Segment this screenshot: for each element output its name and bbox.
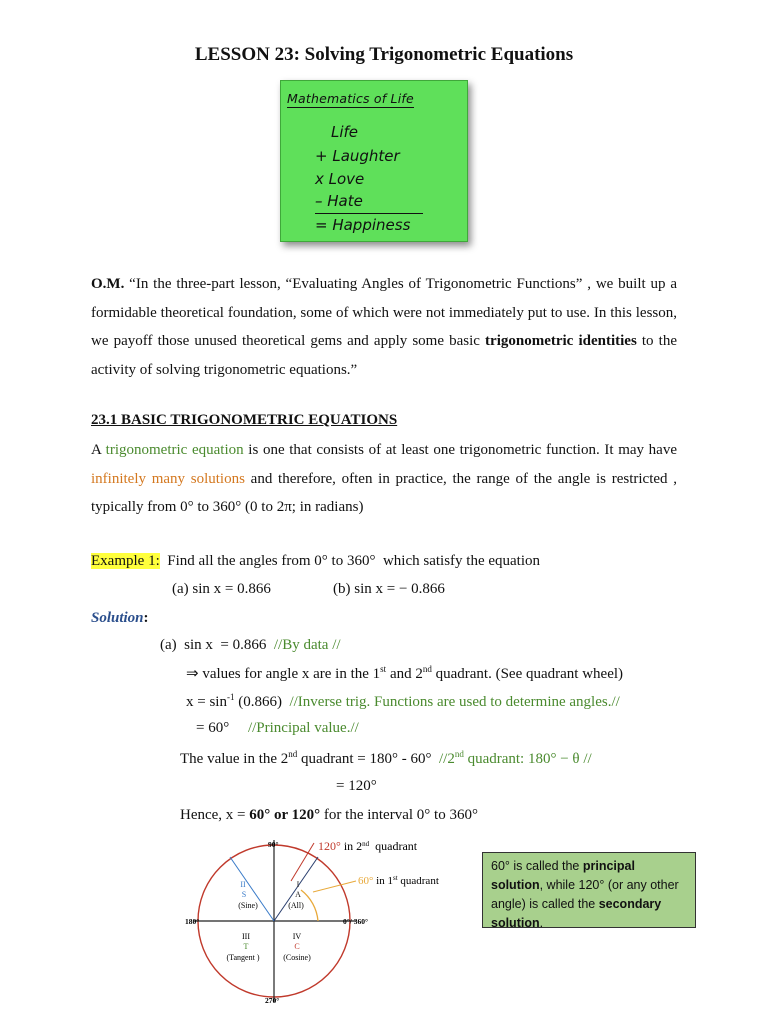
pointer-120 xyxy=(291,843,314,881)
pointer-60 xyxy=(313,881,356,892)
comment: //Inverse trig. Functions are used to determine angles.// xyxy=(289,694,620,710)
sup: nd xyxy=(362,840,370,848)
bold: principal solution xyxy=(491,859,635,892)
example-prompt: Find all the angles from 0° to 360° which satisfy the equation xyxy=(159,553,541,569)
text: for the interval 0° to 360° xyxy=(320,807,478,823)
text: (a) sin x = 0.866 xyxy=(160,637,274,653)
text: ⇒ values for angle x are in the 1 xyxy=(186,666,381,682)
om-text: “In the three-part lesson, “Evaluating Angles of Trigonometric Functions” , we built up a formidable theoretical foundation, some of which were not immediately put to use. In this lesson, we payoff those unused theoretical gems and apply some basic xyxy=(91,276,677,349)
q3-number: III xyxy=(242,932,250,941)
bold: secondary solution xyxy=(491,897,662,930)
q3-word: (Tangent ) xyxy=(226,953,260,962)
section-heading: 23.1 BASIC TRIGONOMETRIC EQUATIONS xyxy=(91,412,398,428)
text: //2 xyxy=(438,751,455,767)
q4-number: IV xyxy=(292,932,302,941)
om-paragraph xyxy=(91,270,677,384)
text: and 2 xyxy=(386,666,423,682)
q1-letter: A xyxy=(295,890,301,899)
text: 120° xyxy=(318,839,341,853)
q2-letter: S xyxy=(241,890,247,899)
term-infinite-solutions: infinitely many solutions xyxy=(91,470,245,487)
text: (0.866) xyxy=(234,694,290,710)
text: quadrant. (See quadrant wheel) xyxy=(431,666,624,682)
text: is one that consists of at least one trigonometric function. It may have xyxy=(243,442,677,458)
text: 60° xyxy=(358,875,374,887)
sup: nd xyxy=(288,749,298,759)
q4-letter: C xyxy=(294,942,300,951)
comment: //Principal value.// xyxy=(247,720,359,736)
q4-word: (Cosine) xyxy=(283,953,311,962)
text: , while 120° (or any other angle) is called the xyxy=(491,878,679,911)
principal-solution-callout xyxy=(482,852,696,928)
example-line xyxy=(91,553,540,570)
solution-label-line xyxy=(91,610,149,627)
sup: -1 xyxy=(226,692,235,702)
q2-word: (Sine) xyxy=(238,901,258,910)
note-heading: Mathematics of Life xyxy=(287,91,414,106)
label-270: 270° xyxy=(265,996,280,1005)
note-line: Life xyxy=(331,123,359,141)
comment: //By data // xyxy=(273,637,341,653)
term-trig-equation: trigonometric equation xyxy=(105,442,244,458)
solution-step-3 xyxy=(186,692,620,711)
text: . xyxy=(539,916,544,930)
text: in 2 xyxy=(340,839,363,853)
note-line: + Laughter xyxy=(315,147,400,165)
sup: st xyxy=(380,664,387,674)
solution-step-5 xyxy=(180,749,592,768)
solution-step-4 xyxy=(196,720,359,737)
note-divider xyxy=(315,213,423,214)
page-title: LESSON 23: Solving Trigonometric Equations xyxy=(194,44,574,65)
text: quadrant xyxy=(369,839,418,853)
text: Hence, x = xyxy=(180,807,250,823)
text: The value in the 2 xyxy=(180,751,289,767)
om-bold-term: trigonometric identities xyxy=(485,333,637,349)
solution-step-1 xyxy=(160,637,341,654)
note-line: = Happiness xyxy=(315,216,411,234)
angle-ray-60 xyxy=(274,857,318,921)
example-part-b: (b) sin x = − 0.866 xyxy=(333,581,445,597)
angle-ray-120 xyxy=(230,857,274,921)
text: quadrant xyxy=(397,875,439,887)
colon: : xyxy=(143,610,149,626)
label-360: 0°/ 360° xyxy=(343,917,368,926)
om-lead: O.M. xyxy=(91,276,125,292)
q1-number: I xyxy=(296,880,300,889)
om-text-end: to the activity of solving trigonometric equations.” xyxy=(91,333,677,378)
q3-letter: T xyxy=(243,942,249,951)
note-line: x Love xyxy=(315,170,365,188)
text: and therefore, often in practice, the range of the angle is restricted , typically from 0° to 360° (0 to 2π; in radians) xyxy=(91,470,677,515)
example-label: Example 1: xyxy=(91,553,160,569)
section-paragraph xyxy=(91,436,677,522)
text: A xyxy=(91,442,106,458)
solution-conclusion xyxy=(180,807,478,824)
q1-word: (All) xyxy=(288,901,304,910)
text: x = sin xyxy=(186,694,227,710)
solution-step-6: = 120° xyxy=(336,778,377,794)
solution-step-2 xyxy=(186,664,623,683)
text: 60° is called the xyxy=(491,859,583,873)
annotation-120 xyxy=(318,839,418,853)
text: quadrant: 180° − θ // xyxy=(463,751,592,767)
sup: nd xyxy=(422,664,432,674)
note-line: – Hate xyxy=(315,192,363,210)
comment xyxy=(439,751,592,767)
sup: st xyxy=(392,874,398,882)
label-180: 180° xyxy=(185,917,200,926)
q2-number: II xyxy=(240,880,246,889)
sup: nd xyxy=(454,749,464,759)
label-90: 90° xyxy=(268,840,279,849)
example-part-a: (a) sin x = 0.866 xyxy=(172,581,271,597)
text: = 60° xyxy=(196,720,248,736)
answer: 60° or 120° xyxy=(249,807,321,823)
solution-label: Solution xyxy=(91,610,144,626)
text: quadrant = 180° - 60° xyxy=(297,751,439,767)
annotation-60 xyxy=(358,874,439,887)
text: in 1 xyxy=(373,875,393,887)
sticky-note-image xyxy=(280,80,468,242)
quadrant-wheel-diagram xyxy=(180,836,476,1024)
